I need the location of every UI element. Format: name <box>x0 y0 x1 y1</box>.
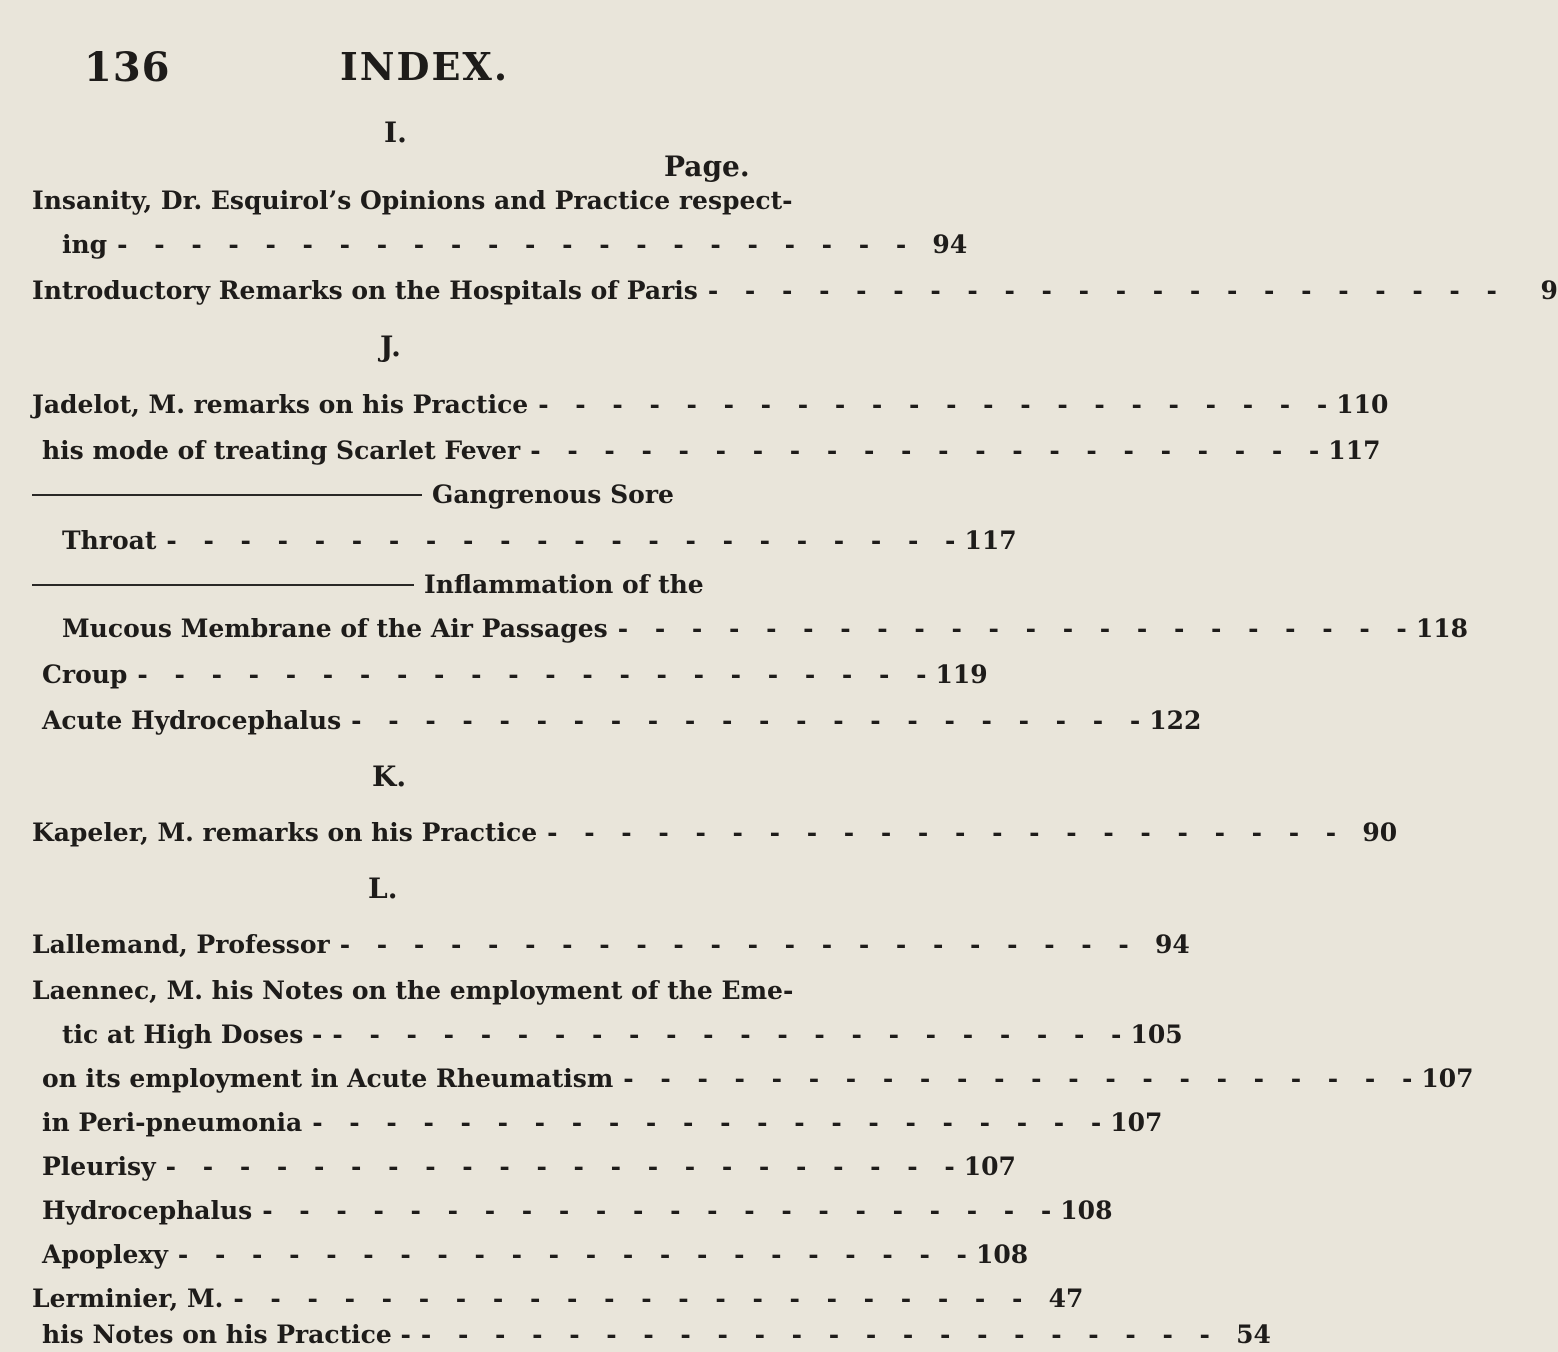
index-entry-laennec-pleurisy: Pleurisy - - - - - - - - - - - - - - - - - - - - - - 107 <box>42 1152 1016 1181</box>
index-entry-lerminier-notes: his Notes on his Practice - - - - - - - - - - - - - - - - - - - - - - - 54 <box>42 1320 1271 1349</box>
index-entry-laennec-apoplexy: Apoplexy - - - - - - - - - - - - - - - - - - - - - - 108 <box>42 1240 1029 1269</box>
section-letter-l: L. <box>368 872 398 905</box>
page-number: 136 <box>84 44 171 91</box>
section-letter-i: I. <box>384 116 407 149</box>
index-entry-jadelot: Jadelot, M. remarks on his Practice - - - - - - - - - - - - - - - - - - - - - - 110 <box>32 390 1389 419</box>
index-entry-jadelot-gangrene-line1: Gangrenous Sore <box>32 480 752 512</box>
index-entry-jadelot-hydro: Acute Hydrocephalus - - - - - - - - - - - - - - - - - - - - - - 122 <box>42 706 1202 735</box>
index-entry-kapeler: Kapeler, M. remarks on his Practice - - - - - - - - - - - - - - - - - - - - - - 90 <box>32 818 1398 847</box>
index-entry-jadelot-croup: Croup - - - - - - - - - - - - - - - - - - - - - - 119 <box>42 660 988 689</box>
section-letter-j: J. <box>380 330 401 363</box>
index-entry-laennec-line1: Laennec, M. his Notes on the employment of the Eme- <box>32 976 794 1005</box>
index-entry-introductory: Introductory Remarks on the Hospitals of Paris - - - - - - - - - - - - - - - - - - - - - - 9 <box>32 276 1558 305</box>
index-entry-insanity: ing - - - - - - - - - - - - - - - - - - - - - - 94 <box>62 230 968 259</box>
index-entry-jadelot-inflam: Mucous Membrane of the Air Passages - - - - - - - - - - - - - - - - - - - - - - 118 <box>62 614 1468 643</box>
page-column-label: Page. <box>664 150 750 183</box>
index-entry-jadelot-gangrene: Throat - - - - - - - - - - - - - - - - - - - - - - 117 <box>62 526 1017 555</box>
page-title: INDEX. <box>340 44 510 89</box>
index-entry-lerminier: Lerminier, M. - - - - - - - - - - - - - - - - - - - - - - 47 <box>32 1284 1084 1313</box>
ditto-rule <box>32 494 422 496</box>
ditto-rule <box>32 584 414 586</box>
index-entry-lallemand: Lallemand, Professor - - - - - - - - - - - - - - - - - - - - - - 94 <box>32 930 1190 959</box>
index-entry-laennec-peripneumonia: in Peri-pneumonia - - - - - - - - - - - - - - - - - - - - - - 107 <box>42 1108 1163 1137</box>
index-entry-laennec-hydrocephalus: Hydrocephalus - - - - - - - - - - - - - - - - - - - - - - 108 <box>42 1196 1113 1225</box>
index-entry-laennec: tic at High Doses - - - - - - - - - - - - - - - - - - - - - - - 105 <box>62 1020 1183 1049</box>
index-entry-jadelot-inflam-line1: Inflammation of the <box>32 570 752 602</box>
section-letter-k: K. <box>372 760 407 793</box>
index-entry-insanity-line1: Insanity, Dr. Esquirol’s Opinions and Practice respect- <box>32 186 793 215</box>
index-entry-jadelot-scarlet: his mode of treating Scarlet Fever - - - - - - - - - - - - - - - - - - - - - - 117 <box>42 436 1381 465</box>
index-entry-laennec-rheumatism: on its employment in Acute Rheumatism - - - - - - - - - - - - - - - - - - - - - - 107 <box>42 1064 1474 1093</box>
